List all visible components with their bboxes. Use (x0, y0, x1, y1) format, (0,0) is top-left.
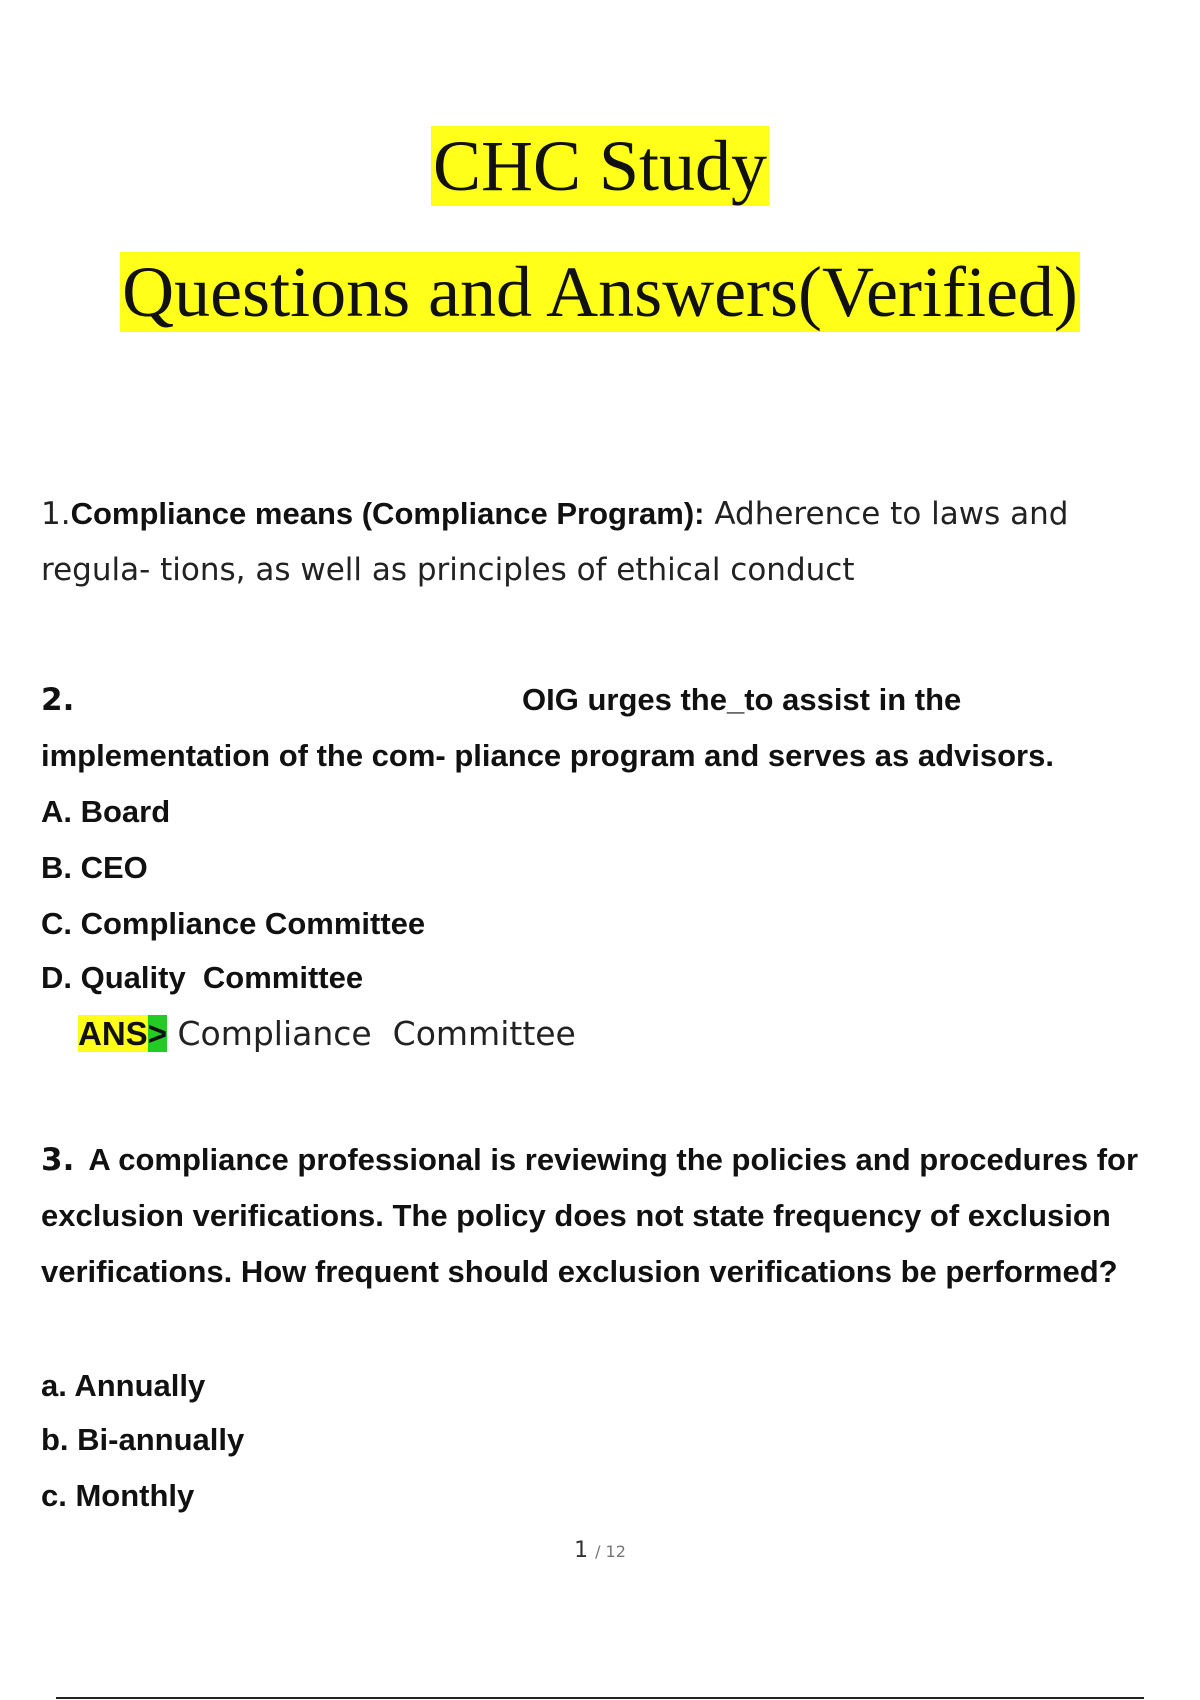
page-indicator (0, 1538, 1200, 1563)
question-3-option-a: a. Annually (41, 1368, 206, 1403)
question-2-answer (78, 1006, 576, 1062)
question-2-option-a: A. Board (41, 794, 171, 829)
question-3 (41, 1132, 1171, 1300)
question-3-stem: A compliance professional is reviewing the policies and procedures for exclusion verifications. The policy does not state frequency of exclusion verifications. How frequent should exclusion verifications be performed? (41, 1142, 1139, 1289)
question-2-option-b: B. CEO (41, 850, 148, 885)
title-line-2: Questions and Answers(Verified) (122, 252, 1078, 332)
title-line-1: CHC Study (432, 126, 768, 206)
question-3-number: 3. (41, 1142, 75, 1178)
answer-tag: ANS (78, 1015, 148, 1052)
question-2-stem-line-1: OIG urges the_to assist in the (522, 682, 962, 717)
question-2-option-c: C. Compliance Committee (41, 906, 426, 941)
page-total: / 12 (595, 1542, 626, 1561)
bottom-divider (56, 1697, 1144, 1699)
question-3-option-b: b. Bi-annually (41, 1422, 245, 1457)
question-2-number: 2. (41, 682, 75, 718)
answer-arrow: > (147, 1015, 167, 1052)
question-2-option-d: D. Quality Committee (41, 960, 364, 995)
question-1-term: Compliance means (Compliance Program): (70, 496, 705, 531)
question-number: 1. (41, 496, 71, 532)
page-current: 1 (574, 1538, 589, 1563)
answer-text: Compliance Committee (166, 1014, 576, 1053)
question-1-definition: Adherence to laws and regula- tions, as well as principles of ethical conduct (41, 496, 1069, 588)
question-3-option-c: c. Monthly (41, 1478, 195, 1513)
question-1 (41, 486, 1161, 598)
question-2-stem-line-2: implementation of the com- pliance program and serves as advisors. (41, 738, 1054, 773)
